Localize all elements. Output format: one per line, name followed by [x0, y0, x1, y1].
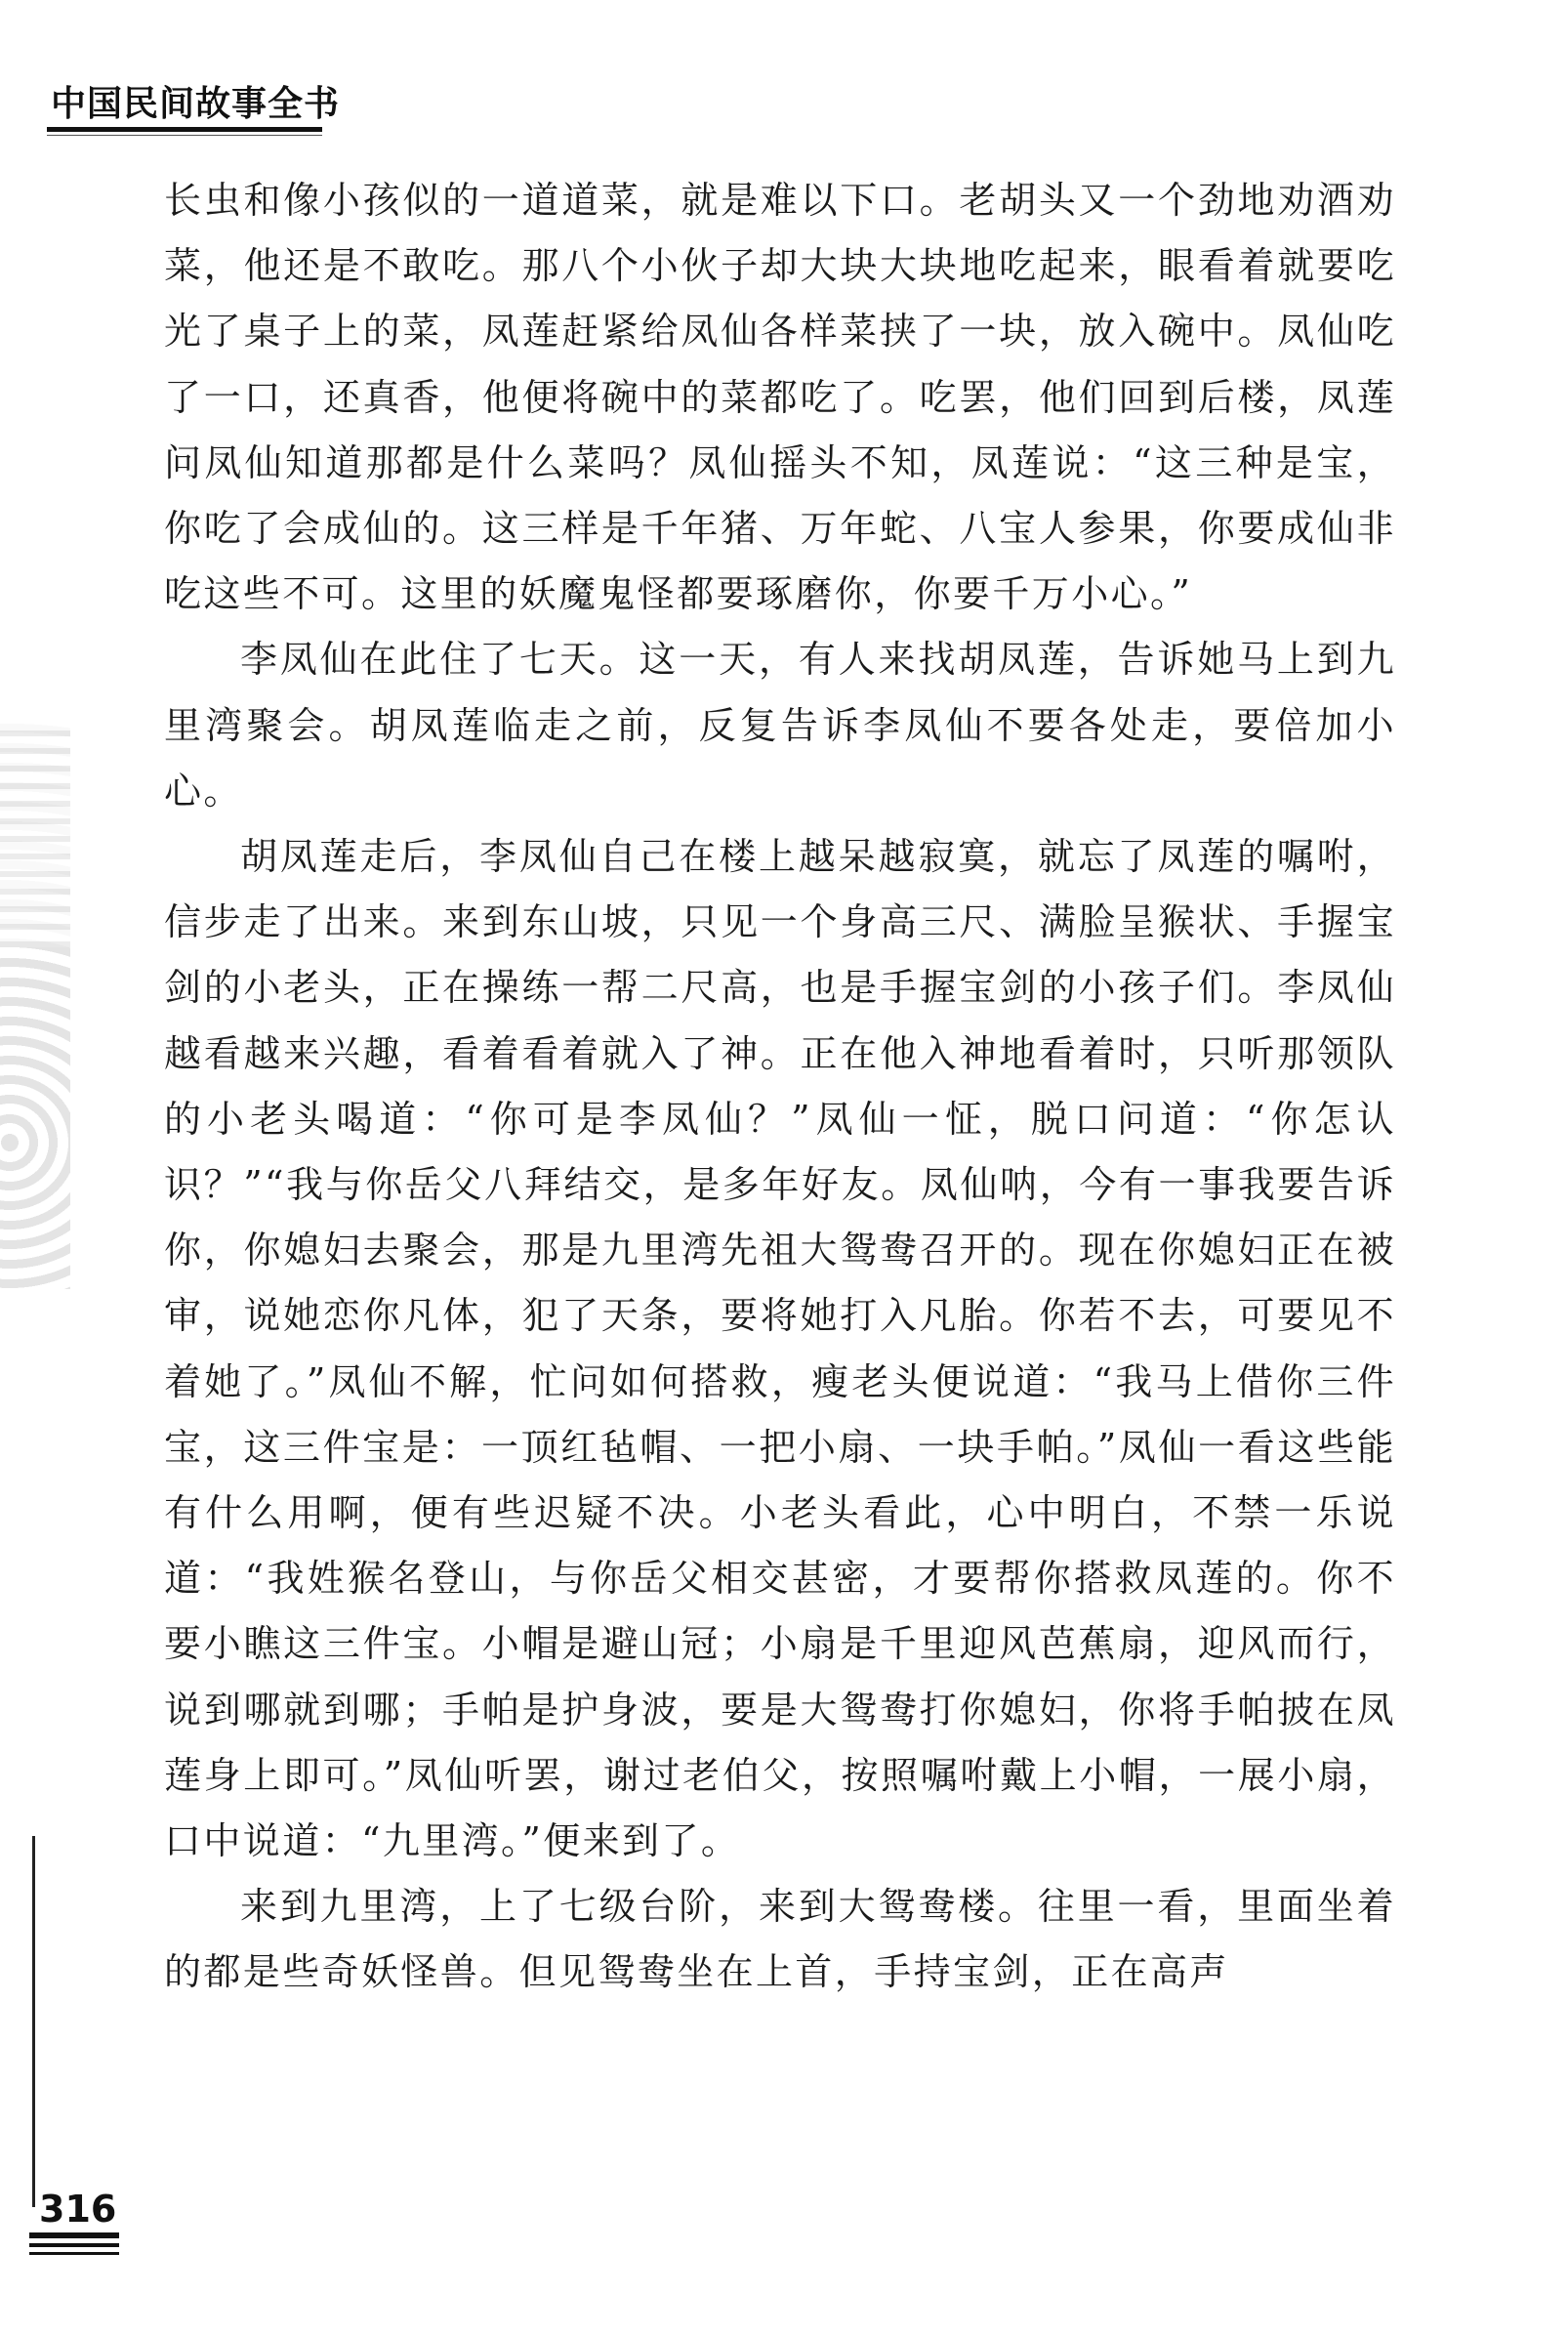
footer-rule	[29, 2252, 119, 2255]
footer-rule	[29, 2232, 119, 2238]
footer-rule	[29, 2243, 119, 2247]
paragraph: 来到九里湾，上了七级台阶，来到大鸳鸯楼。往里一看，里面坐着的都是些奇妖怪兽。但见鸳鸯坐在上首，手持宝剑，正在高声	[164, 1885, 1396, 1994]
header-rule	[47, 127, 322, 132]
body-text	[164, 168, 1396, 2006]
page-number: 316	[39, 2188, 117, 2231]
paragraph: 李凤仙在此住了七天。这一天，有人来找胡凤莲，告诉她马上到九里湾聚会。胡凤莲临走之前，反复告诉李凤仙不要各处走，要倍加小心。	[164, 638, 1396, 813]
margin-decoration-pattern	[0, 723, 70, 1289]
running-header-title: 中国民间故事全书	[51, 84, 341, 124]
margin-vertical-rule	[32, 1836, 35, 2207]
paragraph: 胡凤莲走后，李凤仙自己在楼上越呆越寂寞，就忘了凤莲的嘱咐，信步走了出来。来到东山坡，只见一个身高三尺、满脸呈猴状、手握宝剑的小老头，正在操练一帮二尺高，也是手握宝剑的小孩子们。李凤仙越看越来兴趣，看着看着就入了神。正在他入神地看着时，只听那领队的小老头喝道：“你可是李凤仙？”凤仙一怔，脱口问道：“你怎认识？”“我与你岳父八拜结交，是多年好友。凤仙呐，今有一事我要告诉你，你媳妇去聚会，那是九里湾先祖大鸳鸯召开的。现在你媳妇正在被审，说她恋你凡体，犯了天条，要将她打入凡胎。你若不去，可要见不着她了。”凤仙不解，忙问如何搭救，瘦老头便说道：“我马上借你三件宝，这三件宝是：一顶红毡帽、一把小扇、一块手帕。”凤仙一看这些能有什么用啊，便有些迟疑不决。小老头看此，心中明白，不禁一乐说道：“我姓猴名登山，与你岳父相交甚密，才要帮你搭救凤莲的。你不要小瞧这三件宝。小帽是避山冠；小扇是千里迎风芭蕉扇，迎风而行，说到哪就到哪；手帕是护身波，要是大鸳鸯打你媳妇，你将手帕披在凤莲身上即可。”凤仙听罢，谢过老伯父，按照嘱咐戴上小帽，一展小扇，口中说道：“九里湾。”便来到了。	[164, 835, 1396, 1863]
header-rule-thin	[47, 135, 322, 136]
paragraph: 长虫和像小孩似的一道道菜，就是难以下口。老胡头又一个劲地劝酒劝菜，他还是不敢吃。那八个小伙子却大块大块地吃起来，眼看着就要吃光了桌子上的菜，凤莲赶紧给凤仙各样菜挟了一块，放入碗中。凤仙吃了一口，还真香，他便将碗中的菜都吃了。吃罢，他们回到后楼，凤莲问凤仙知道那都是什么菜吗？凤仙摇头不知，凤莲说：“这三种是宝，你吃了会成仙的。这三样是千年猪、万年蛇、八宝人参果，你要成仙非吃这些不可。这里的妖魔鬼怪都要琢磨你，你要千万小心。”	[164, 179, 1396, 616]
